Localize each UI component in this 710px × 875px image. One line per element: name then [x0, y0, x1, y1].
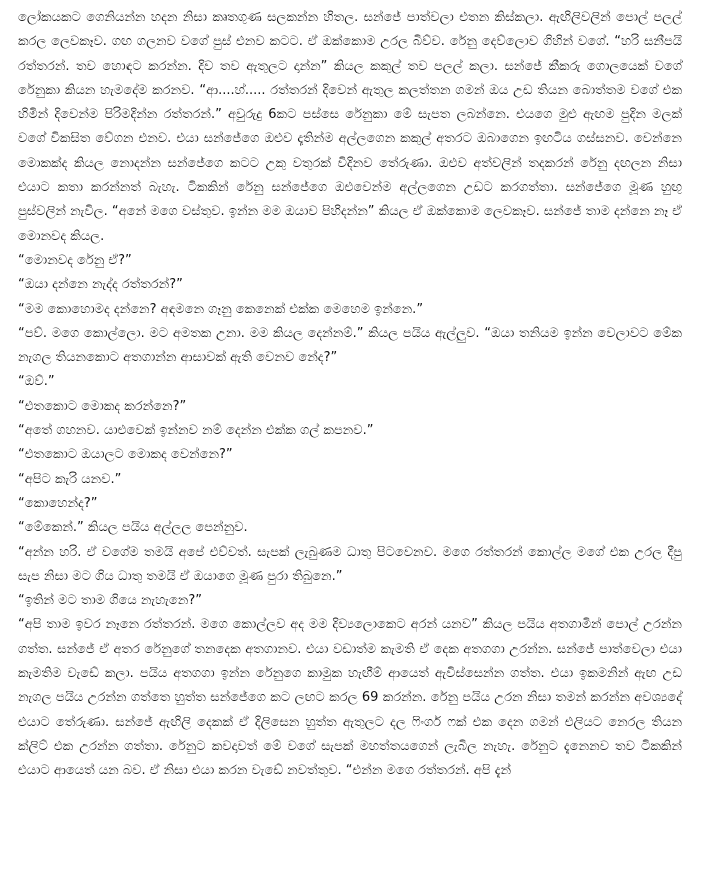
paragraph: “කොහෙන්ද?”: [18, 495, 98, 511]
paragraph: “ඔව්.”: [18, 374, 55, 390]
paragraph: “අන්න හරි. ඒ වගේම තමයි අපේ එව්වත්. සැපක් ලැබුණම ධාතු පිටවෙනව. මගෙ රත්තරන් කොල්ල මගේ එක උරල දීපු සැප නිසා මට ගිය ධාතු තමයි ඒ ඔයාගෙ මූණ පුරා තිබුනෙ.”: [18, 544, 682, 584]
paragraph: “අපිට කැරි යනව.”: [18, 471, 122, 487]
paragraph: “මේකෙන්.” කියල පයිය අල්ලල පෙන්නුව.: [18, 520, 248, 536]
paragraph: “ඔයා දන්නෙ නැද්ද රත්තරන්?”: [18, 277, 183, 293]
paragraph: “අතේ ගහනව. යාළුවෙක් ඉන්නව නම් දෙන්න එක්ක ගල් කපනව.”: [18, 423, 374, 439]
paragraph: “මම කොහොමද දන්නෙ? අඳමනෙ ගෑනු කෙනෙක් එක්ක මෙහෙම ඉන්නෙ.”: [18, 301, 424, 317]
paragraph: “ඉතින් මට තාම ගියෙ නැහැනෙ?”: [18, 593, 202, 609]
paragraph: “එතකොට ඔයාලට මොකද වෙන්නෙ?”: [18, 447, 233, 463]
paragraph: “අපි තාම ඉවර නෑනෙ රත්තරන්. මගෙ කොල්ලව අද මම දිව්‍යලොකෙට අරන් යනව” කියල පයිය අතගාමින් පොල් උරන්න ගත්ත. සන්ජේ ඒ අතර රේනුගේ තනදෙක අතගානව. එයා වඩාත්ම කැමති ඒ දෙක අතගගා උරන්න. සන්ජේ පාත්වෙලා එයා කැමතිම වැඩේ කලා. පයිය අතගගා ඉන්න රේනුගෙ කාමුක හැඟීම් ආයෙත් ඇවිස්සෙන්න ගත්ත. එයා ඉකමනින් ඇඟ උඩ නැගල පයිය උරන්න ගත්තෙ හුත්ත සන්ජේගෙ කට ලඟට කරල 69 කරන්න. රේනු පයිය උරන නිසා තමන් කරන්න අවශ්‍යදේ එයාට තේරුණා. සන්ජේ ඇඟිලි දෙකක් ඒ දිලිසෙන හුත්ත ඇතුලට දල ෆිංගර් ෆක් එක දෙන ගමන් එලියට නෙරල තියන ක්ලිට් එක උරන්න ගත්තා. රේනුට කවදාවත් මේ වගේ සැපක් මහත්තයගෙන් ලැබිල නැහැ. රේනුට දැනෙනව තව ටිකකින් එයාට ආයෙත් යන බව. ඒ නිසා එයා කරන වැඩේ නවත්තුව. “එන්න මගෙ රත්තරන්. අපි දැන්: [18, 617, 682, 779]
paragraph: “එතකොට මොකද කරන්නෙ?”: [18, 398, 187, 414]
paragraph: ලෝකයකට ගෙනියන්න හදන නිසා කෘතගුණ සලකන්න හිතල. සන්ජේ පාත්වලා එතන කිස්කලා. ඇඟිලිවලින් පොල් පලල් කරල ලෙවකෑව. ගඟ ගලනව වගේ පුස් එනව කටට. ඒ ඔක්කොම උරල බිව්ව. රේනු දෙව්ලොව ගිහින් වගේ. “හරි සනීපයි රත්තරන්. තව හොඳට කරන්න. දිව තව ඇතුලට දාන්න” කියල කකුල් තව පලල් කලා. සන්ජේ කීකරු ගොලයෙක් වගේ රේනුකා කියන හැමදේම කරනව. “ආ....හ්..... රත්තරන් දිවෙන් ඇතුල කලත්තන ගමන් ඔය උඩ තියන බොත්තම වගේ එක හිමින් දිවෙන්ම පිරිමදින්න රත්තරන්.” අවුරුදු 6කට පස්සෙ රේනුකා මේ සැපත ලබන්නෙ. එයගෙ මුළු ඇඟම පුදින මලක් වගේ විකසිත වේගන එනව. එයා සන්ජේගෙ ඔළුව දෑතින්ම අල්ලගෙන කකුල් අතරට ඔබාගෙන ඉඟටිය ගස්සනව. වෙන්නෙ මොකක්ද කියල නොදන්න සන්ජේගෙ කටට උකු වතුරක් විදිනව තේරුණා. ඔළුව අත්වලින් තදකරන් රේනු දඟලන නිසා එයාට කතා කරන්නත් බැහැ. ටිකකින් රේනු සන්ජේගෙ ඔළුවෙන්ම අල්ලගෙන උඩට කරගත්තා. සන්ජේගෙ මූණ හුඟු පුස්වලින් නැවිල. “අනේ මගෙ වස්තුව. ඉන්න මම ඔයාව පිහිදන්න” කියල ඒ ඔක්කොම ලෙවකෑව. සන්ජේ තාම දන්නෙ නෑ ඒ මොනවද කියල.: [18, 10, 682, 244]
story-text: [18, 6, 682, 784]
paragraph: “මොනවද රේනු ඒ?”: [18, 252, 132, 268]
paragraph: “පව්. මගෙ කොල්ලො. මට අමතක උනා. මම කියල දෙන්නම්.” කියල පයිය ඇල්ලුව. “ඔයා තනියම ඉන්න වෙලාවට මේක නැගල තියනකොට අතගාන්න ආසාවක් ඇති වෙනව නේද?”: [18, 325, 682, 366]
